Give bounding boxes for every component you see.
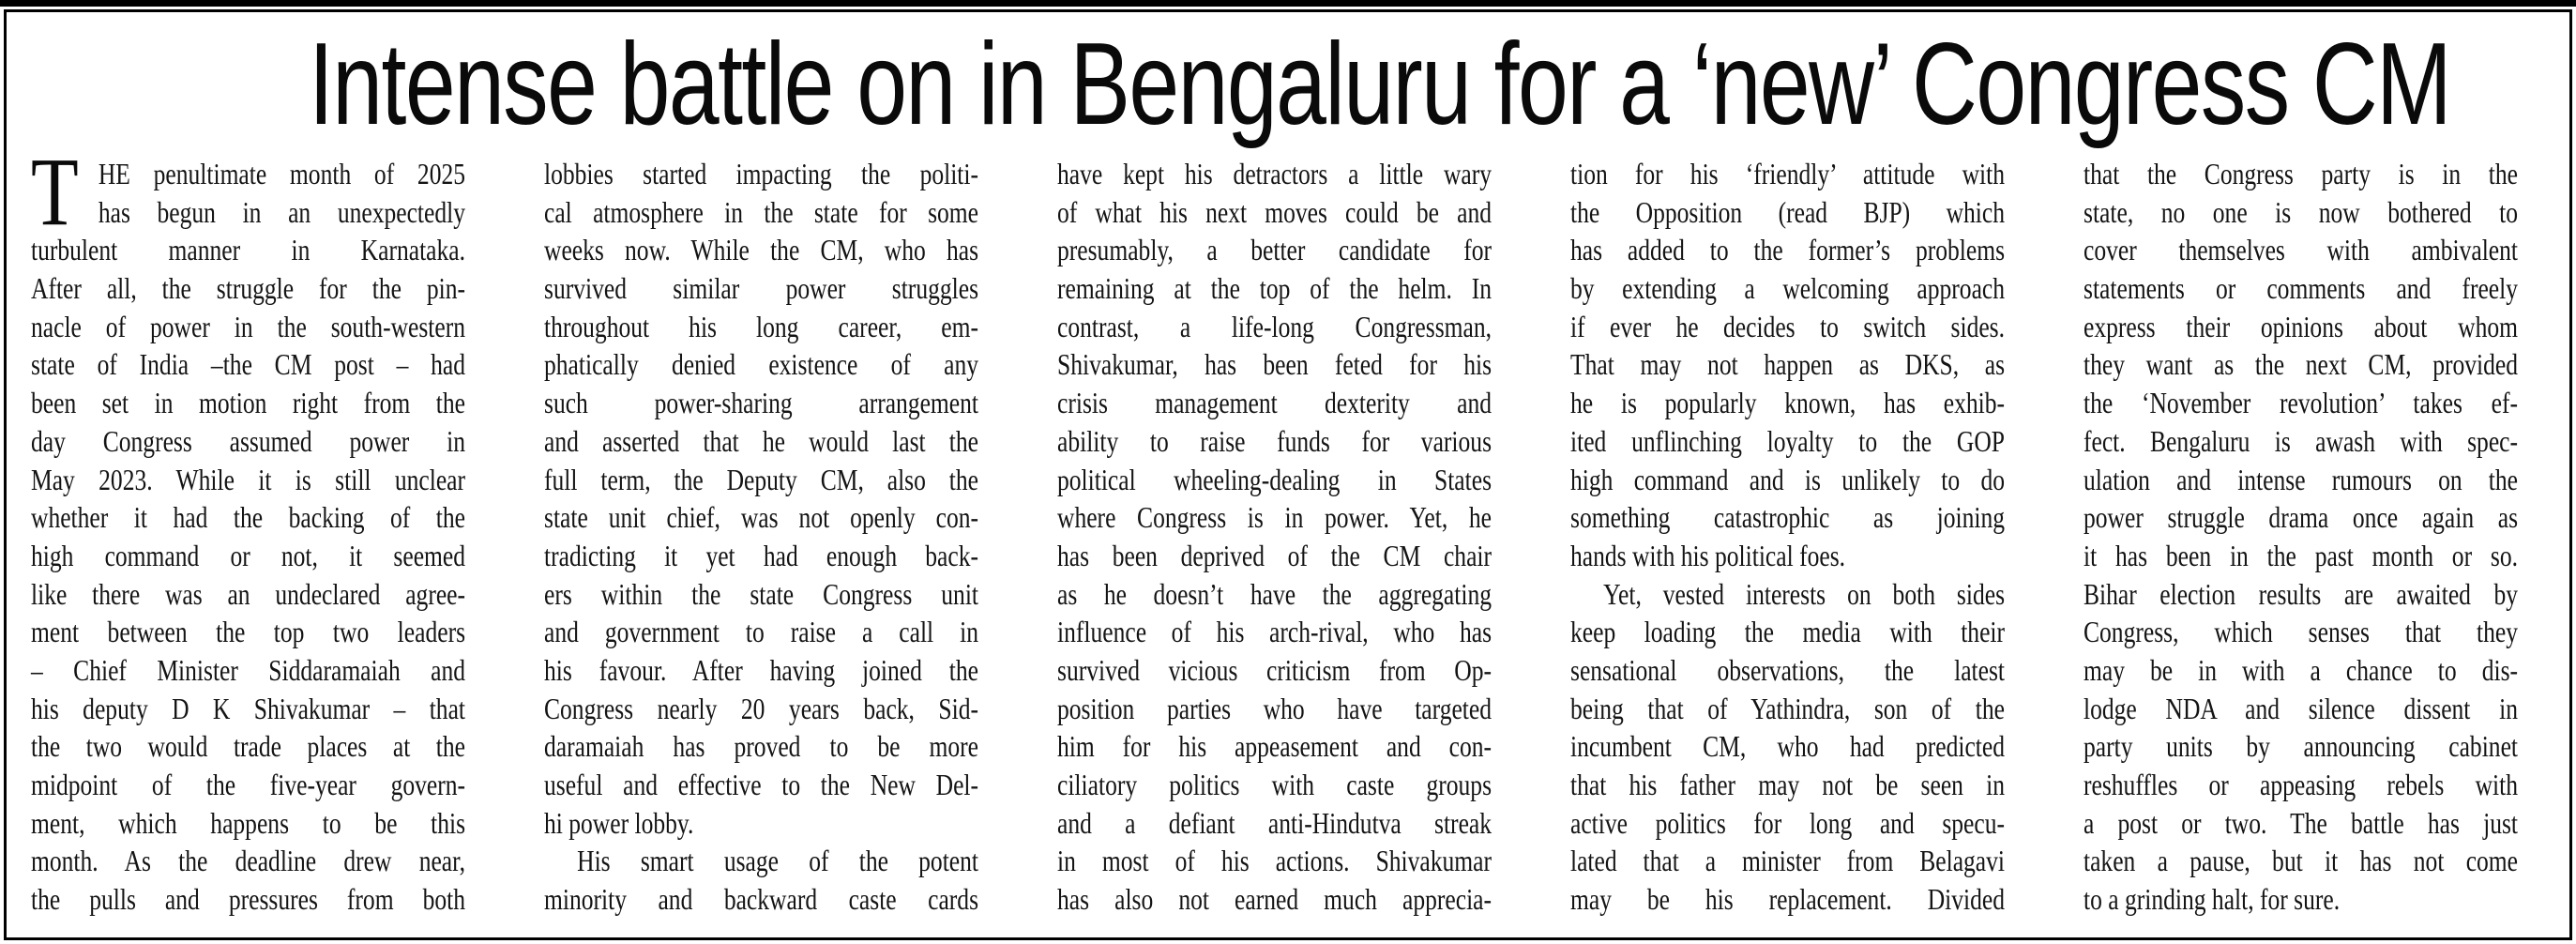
article-column-4 xyxy=(1570,155,2005,919)
text-line: the two would trade places at the xyxy=(31,729,466,764)
text-line: something catastrophic as joining xyxy=(1570,500,2006,535)
text-line: state of India –the CM post – had xyxy=(31,347,466,382)
text-line: has added to the former’s problems xyxy=(1570,233,2006,267)
text-line: reshuffles or appeasing rebels with xyxy=(2084,768,2519,801)
text-line: and asserted that he would last the xyxy=(544,423,979,458)
text-line: position parties who have targeted xyxy=(1057,691,1493,725)
text-line: state unit chief, was not openly con- xyxy=(544,500,979,535)
text-line: Yet, vested interests on both sides xyxy=(1603,576,2006,611)
text-line: tion for his ‘friendly’ attitude with xyxy=(1570,157,2006,190)
text-line: His smart usage of the potent xyxy=(577,844,979,878)
column-text-3 xyxy=(1057,155,1492,919)
text-line: influence of his arch-rival, who has xyxy=(1057,615,1493,649)
text-line: they want as the next CM, provided xyxy=(2084,347,2519,382)
text-line: hands with his political foes. xyxy=(1570,538,1846,572)
column-text-1 xyxy=(31,138,466,919)
column-text-2 xyxy=(544,155,978,919)
text-line: HE penultimate month of 2025 xyxy=(98,157,466,190)
text-line: in most of his actions. Shivakumar xyxy=(1057,844,1493,878)
text-line: been set in motion right from the xyxy=(31,386,466,420)
text-line: Congress nearly 20 years back, Sid- xyxy=(544,691,979,725)
text-line: by extending a welcoming approach xyxy=(1570,271,2006,306)
text-line: the Opposition (read BJP) which xyxy=(1570,194,2006,229)
text-line: state, no one is now bothered to xyxy=(2084,194,2519,229)
text-line: that his father may not be seen in xyxy=(1570,768,2006,801)
text-line: – Chief Minister Siddaramaiah and xyxy=(31,652,466,687)
text-line: That may not happen as DKS, as xyxy=(1570,347,2006,382)
column-text-4 xyxy=(1570,155,2005,919)
text-line: and a defiant anti-Hindutva streak xyxy=(1057,805,1493,840)
text-line: lobbies started impacting the politi- xyxy=(544,157,979,190)
text-line: contrast, a life-long Congressman, xyxy=(1057,309,1493,343)
text-line: his favour. After having joined the xyxy=(544,652,979,687)
article-column-2 xyxy=(544,155,978,919)
text-line: keep loading the media with their xyxy=(1570,615,2006,649)
text-line: May 2023. While it is still unclear xyxy=(31,462,466,496)
text-line: useful and effective to the New Del- xyxy=(544,768,979,801)
text-line: sensational observations, the latest xyxy=(1570,652,2006,687)
text-line: the pulls and pressures from both xyxy=(31,882,466,917)
text-line: that the Congress party is in the xyxy=(2084,157,2519,190)
text-line: power struggle drama once again as xyxy=(2084,500,2519,535)
text-line: high command or not, it seemed xyxy=(31,538,466,572)
text-line: lodge NDA and silence dissent in xyxy=(2084,691,2519,725)
newspaper-page xyxy=(4,9,2572,940)
text-line: active politics for long and specu- xyxy=(1570,805,2006,840)
text-line: a post or two. The battle has just xyxy=(2084,805,2519,840)
text-line: ited unflinching loyalty to the GOP xyxy=(1570,423,2006,458)
text-line: of what his next moves could be and xyxy=(1057,194,1493,229)
text-line: minority and backward caste cards xyxy=(544,882,979,917)
text-line: ment, which happens to be this xyxy=(31,805,466,840)
text-line: has also not earned much apprecia- xyxy=(1057,882,1493,917)
text-line: and government to raise a call in xyxy=(544,615,979,649)
text-line: cal atmosphere in the state for some xyxy=(544,194,979,229)
text-line: nacle of power in the south-western xyxy=(31,309,466,343)
text-line: the ‘November revolution’ takes ef- xyxy=(2084,386,2519,420)
text-line: high command and is unlikely to do xyxy=(1570,462,2006,496)
text-line: taken a pause, but it has not come xyxy=(2084,844,2519,878)
text-line: weeks now. While the CM, who has xyxy=(544,233,979,267)
text-line: throughout his long career, em- xyxy=(544,309,979,343)
headline xyxy=(7,20,2569,149)
text-line: month. As the deadline drew near, xyxy=(31,844,466,878)
text-line: presumably, a better candidate for xyxy=(1057,233,1493,267)
text-line: hi power lobby. xyxy=(544,805,694,840)
text-line: may be his replacement. Divided xyxy=(1570,882,2006,917)
text-line: to a grinding halt, for sure. xyxy=(2084,882,2341,917)
text-line: turbulent manner in Karnataka. xyxy=(31,233,466,267)
text-line: being that of Yathindra, son of the xyxy=(1570,691,2006,725)
text-line: ment between the top two leaders xyxy=(31,615,466,649)
text-line: ability to raise funds for various xyxy=(1057,423,1493,458)
text-line: whether it had the backing of the xyxy=(31,500,466,535)
text-line: tradicting it yet had enough back- xyxy=(544,538,979,572)
text-line: incumbent CM, who had predicted xyxy=(1570,729,2006,764)
text-line: he is popularly known, has exhib- xyxy=(1570,386,2006,420)
text-line: has begun in an unexpectedly xyxy=(98,194,466,229)
text-line: ers within the state Congress unit xyxy=(544,576,979,611)
text-line: express their opinions about whom xyxy=(2084,309,2519,343)
text-line: survived similar power struggles xyxy=(544,271,979,306)
text-line: has been deprived of the CM chair xyxy=(1057,538,1493,572)
text-line: crisis management dexterity and xyxy=(1057,386,1493,420)
text-line: remaining at the top of the helm. In xyxy=(1057,271,1493,306)
column-text-5 xyxy=(2084,155,2518,919)
top-border-bar xyxy=(0,0,2576,7)
text-line: party units by announcing cabinet xyxy=(2084,729,2519,764)
text-line: fect. Bengaluru is awash with spec- xyxy=(2084,423,2519,458)
text-line: lated that a minister from Belagavi xyxy=(1570,844,2006,878)
text-line: daramaiah has proved to be more xyxy=(544,729,979,764)
article-column-3 xyxy=(1057,155,1492,919)
text-line: Shivakumar, has been feted for his xyxy=(1057,347,1493,382)
article-column-5 xyxy=(2084,155,2518,919)
text-line: full term, the Deputy CM, also the xyxy=(544,462,979,496)
text-line: statements or comments and freely xyxy=(2084,271,2519,306)
text-line: such power-sharing arrangement xyxy=(544,386,979,420)
text-line: Bihar election results are awaited by xyxy=(2084,576,2519,611)
text-line: like there was an undeclared agree- xyxy=(31,576,466,611)
text-line: political wheeling-dealing in States xyxy=(1057,462,1493,496)
text-line: him for his appeasement and con- xyxy=(1057,729,1493,764)
text-line: where Congress is in power. Yet, he xyxy=(1057,500,1493,535)
text-line: as he doesn’t have the aggregating xyxy=(1057,576,1493,611)
text-line: day Congress assumed power in xyxy=(31,423,466,458)
drop-cap: T xyxy=(31,138,79,246)
text-line: it has been in the past month or so. xyxy=(2084,538,2519,572)
text-line: his deputy D K Shivakumar – that xyxy=(31,691,466,725)
text-line: phatically denied existence of any xyxy=(544,347,979,382)
text-line: Congress, which senses that they xyxy=(2084,615,2519,649)
text-line: have kept his detractors a little wary xyxy=(1057,157,1493,190)
text-line: After all, the struggle for the pin- xyxy=(31,271,466,306)
text-line: cover themselves with ambivalent xyxy=(2084,233,2519,267)
text-line: may be in with a chance to dis- xyxy=(2084,652,2519,687)
text-line: midpoint of the five-year govern- xyxy=(31,768,466,801)
text-line: ulation and intense rumours on the xyxy=(2084,462,2519,496)
text-line: survived vicious criticism from Op- xyxy=(1057,652,1493,687)
article-body xyxy=(31,138,2519,919)
article-column-1 xyxy=(31,138,466,919)
headline-text: Intense battle on in Bengaluru for a ‘new’ Congress CM xyxy=(308,20,2451,149)
text-line: ciliatory politics with caste groups xyxy=(1057,768,1493,801)
text-line: if ever he decides to switch sides. xyxy=(1570,309,2006,343)
